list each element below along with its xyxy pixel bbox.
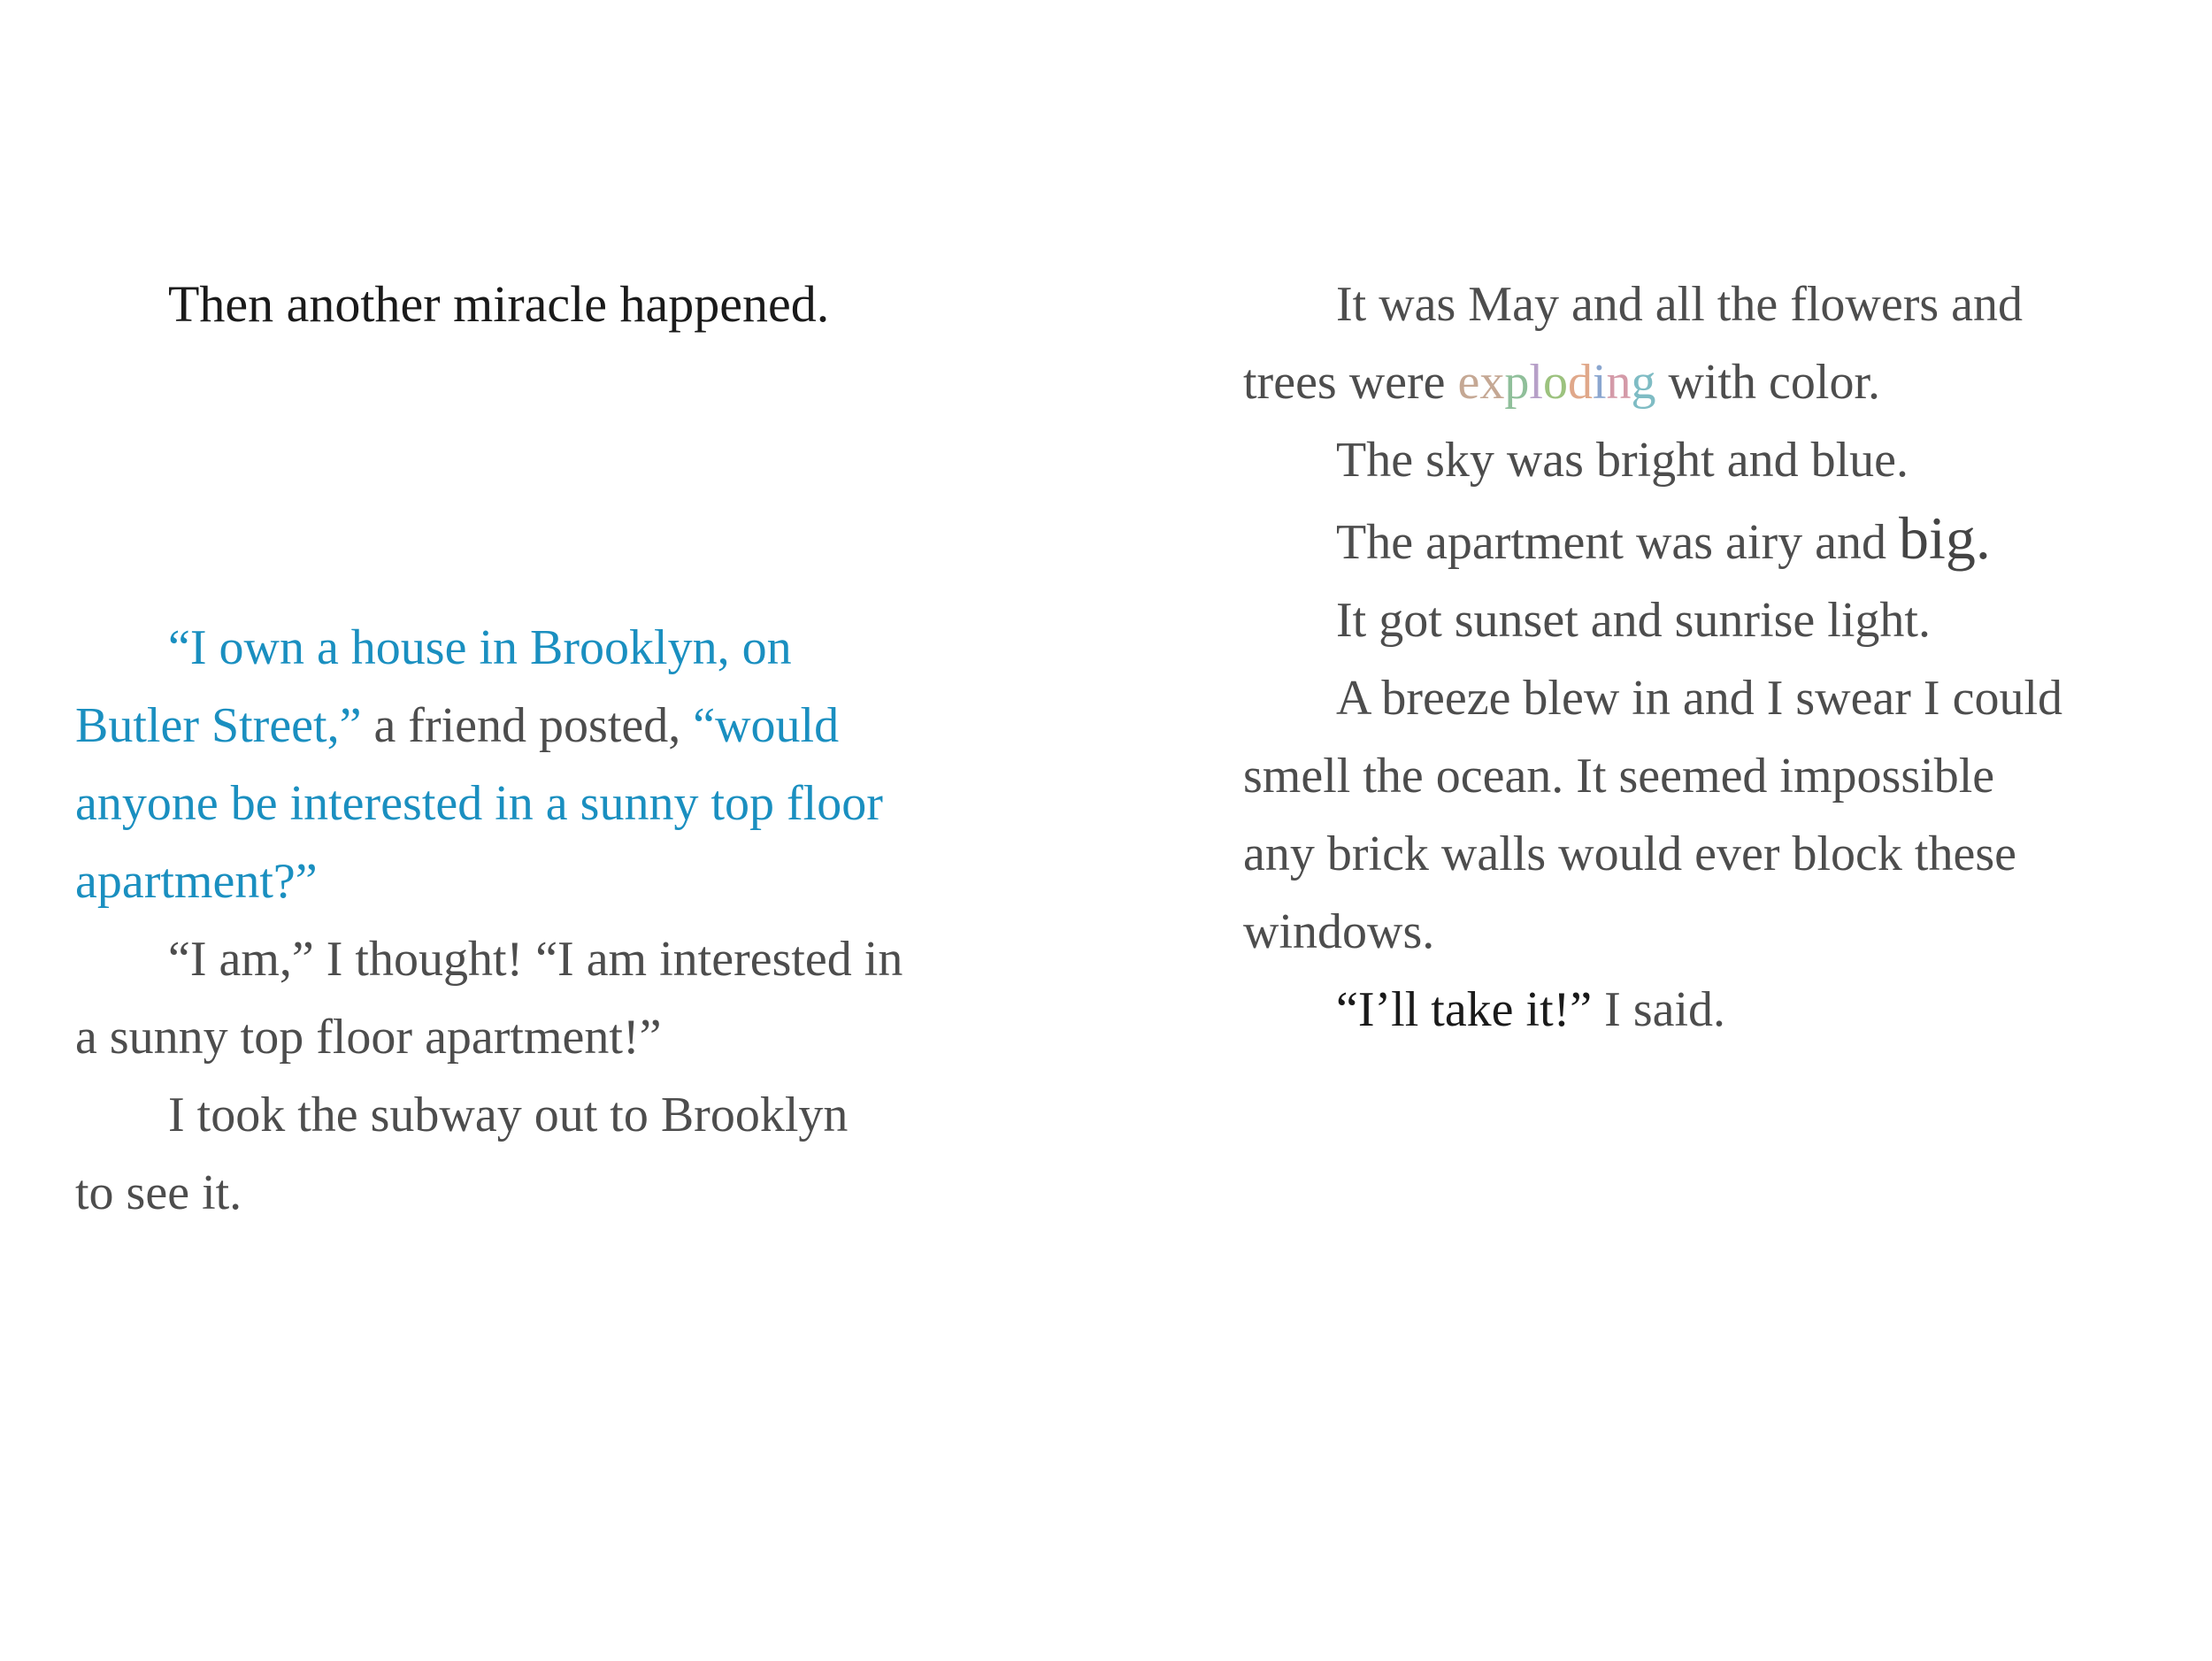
text-line	[75, 1154, 1031, 1232]
rainbow-letter: l	[1529, 355, 1543, 410]
left-body-text	[75, 609, 1031, 1232]
body-text: windows.	[1243, 904, 1435, 959]
dialogue-text: apartment?”	[75, 854, 318, 909]
body-text: a sunny top floor apartment!”	[75, 1010, 662, 1065]
body-text: a friend posted,	[361, 698, 694, 753]
right-page	[1106, 0, 2212, 1661]
text-line	[75, 842, 1031, 920]
rainbow-letter: e	[1457, 355, 1480, 410]
dialogue-text: Butler Street,”	[75, 698, 362, 753]
rainbow-letter: x	[1479, 355, 1505, 410]
body-text: I said.	[1592, 982, 1726, 1037]
body-text: trees were	[1243, 355, 1458, 410]
text-line	[1243, 971, 2128, 1049]
rainbow-letter: d	[1567, 355, 1593, 410]
rainbow-letter: g	[1631, 355, 1656, 410]
body-text: smell the ocean. It seemed impossible	[1243, 749, 1995, 804]
body-text: I took the subway out to Brooklyn	[168, 1088, 849, 1142]
text-line	[1243, 581, 2128, 659]
text-line	[75, 1076, 1031, 1154]
text-line	[1243, 421, 2128, 499]
page-heading: Then another miracle happened.	[168, 275, 830, 333]
body-text: It got sunset and sunrise light.	[1336, 593, 1931, 648]
rainbow-letter: i	[1592, 355, 1607, 410]
body-text: any brick walls would ever block these	[1243, 827, 2016, 881]
rainbow-word	[1458, 355, 1656, 410]
rainbow-letter: p	[1504, 355, 1530, 410]
text-line	[1243, 893, 2128, 971]
body-text: with color.	[1655, 355, 1881, 410]
body-text: A breeze blew in and I swear I could	[1336, 671, 2062, 726]
dialogue-text: “I own a house in Brooklyn, on	[168, 620, 792, 675]
text-line	[75, 687, 1031, 765]
text-line	[75, 998, 1031, 1076]
text-line	[75, 920, 1031, 998]
body-text: The apartment was airy and	[1336, 515, 1899, 570]
text-line	[1243, 265, 2128, 343]
text-line	[1243, 737, 2128, 815]
dialogue-text: “would	[693, 698, 840, 753]
emphasis-word: big.	[1898, 504, 1991, 572]
body-text: The sky was bright and blue.	[1336, 433, 1909, 488]
text-line	[1243, 659, 2128, 737]
text-line	[1243, 499, 2128, 581]
dialogue-text: “I’ll take it!”	[1336, 982, 1593, 1037]
rainbow-letter: n	[1606, 355, 1632, 410]
text-line	[75, 765, 1031, 842]
text-line	[75, 609, 1031, 687]
body-text: to see it.	[75, 1165, 242, 1220]
text-line	[1243, 343, 2128, 421]
body-text: It was May and all the flowers and	[1336, 277, 2023, 332]
right-body-text	[1243, 265, 2128, 1049]
text-line	[1243, 815, 2128, 893]
dialogue-text: anyone be interested in a sunny top floor	[75, 776, 883, 831]
body-text: “I am,” I thought! “I am interested in	[168, 932, 903, 987]
rainbow-letter: o	[1542, 355, 1568, 410]
